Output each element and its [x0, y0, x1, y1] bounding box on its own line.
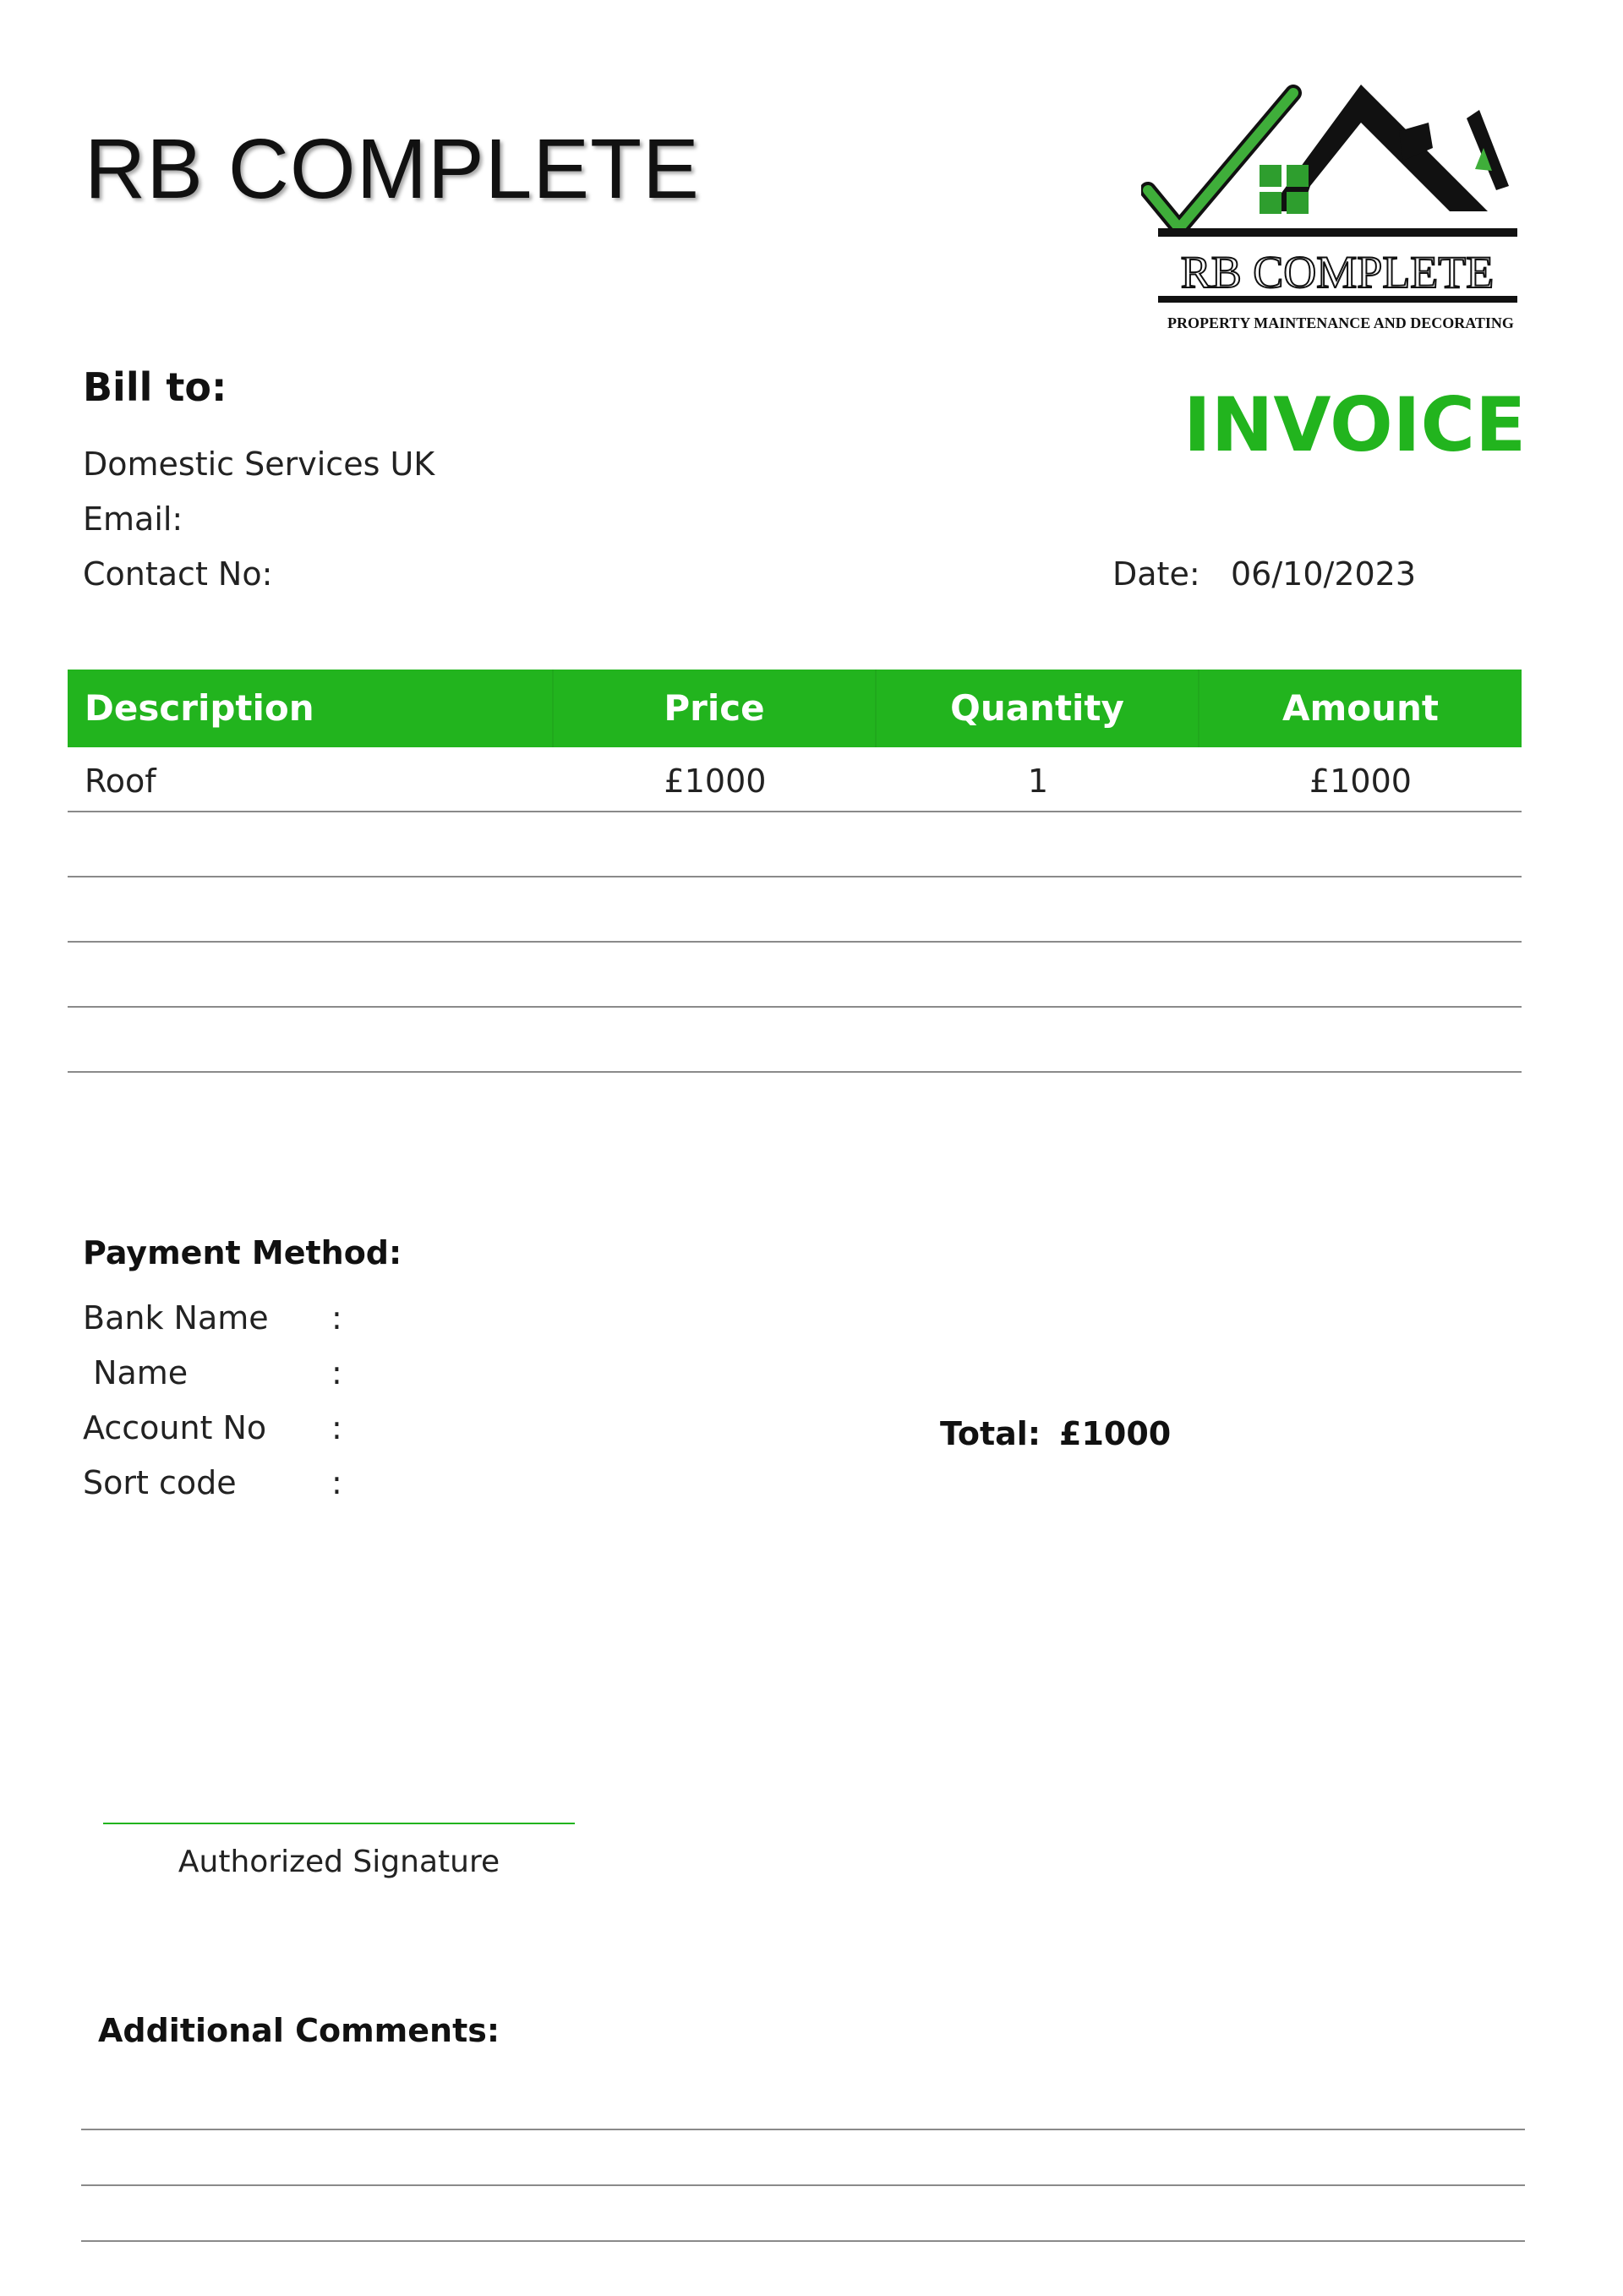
line-items: [68, 747, 1522, 1073]
comment-line: [81, 2184, 1525, 2186]
comment-line: [81, 2240, 1525, 2242]
table-row: [68, 877, 1522, 943]
table-row: [68, 943, 1522, 1008]
cell-price: £1000: [664, 763, 767, 800]
cell-quantity: 1: [1027, 763, 1049, 800]
comment-line: [81, 2129, 1525, 2130]
account-no-label: Account No: [83, 1409, 267, 1446]
total-label: Total:: [940, 1415, 1041, 1452]
cell-amount: £1000: [1309, 763, 1412, 800]
payment-heading: Payment Method:: [83, 1234, 402, 1271]
signature-label: Authorized Signature: [178, 1845, 500, 1879]
total-value: £1000: [1059, 1415, 1172, 1452]
total: [940, 1412, 1171, 1456]
comments-heading: Additional Comments:: [98, 2012, 500, 2049]
bill-to-heading: Bill to:: [83, 364, 227, 410]
company-logo: [1141, 76, 1530, 338]
header-price: Price: [554, 670, 877, 747]
invoice-title: INVOICE: [1183, 381, 1527, 468]
account-name-colon: :: [331, 1354, 342, 1391]
header-quantity: Quantity: [877, 670, 1199, 747]
signature-line: [103, 1823, 575, 1824]
cell-description: Roof: [85, 763, 156, 800]
client-name: Domestic Services UK: [83, 446, 435, 483]
header-amount: Amount: [1281, 687, 1439, 729]
logo-name: RB COMPLETE: [1180, 247, 1495, 298]
table-row: [68, 812, 1522, 877]
sort-code-colon: :: [331, 1464, 342, 1501]
email-label: Email:: [83, 500, 183, 538]
header-description: Description: [68, 670, 554, 747]
company-title: RB COMPLETE: [85, 122, 700, 216]
bank-name-colon: :: [331, 1299, 342, 1337]
date-value: 06/10/2023: [1231, 555, 1417, 593]
bank-name-label: Bank Name: [83, 1299, 269, 1337]
account-name-label: Name: [83, 1354, 189, 1391]
contact-label: Contact No:: [83, 555, 273, 593]
table-row: [68, 1008, 1522, 1073]
table-row: [68, 747, 1522, 812]
date-label: Date:: [1112, 555, 1200, 593]
sort-code-label: Sort code: [83, 1464, 237, 1501]
table-header: [68, 670, 1522, 747]
logo-tagline: PROPERTY MAINTENANCE AND DECORATING: [1167, 314, 1514, 331]
account-no-colon: :: [331, 1409, 342, 1446]
